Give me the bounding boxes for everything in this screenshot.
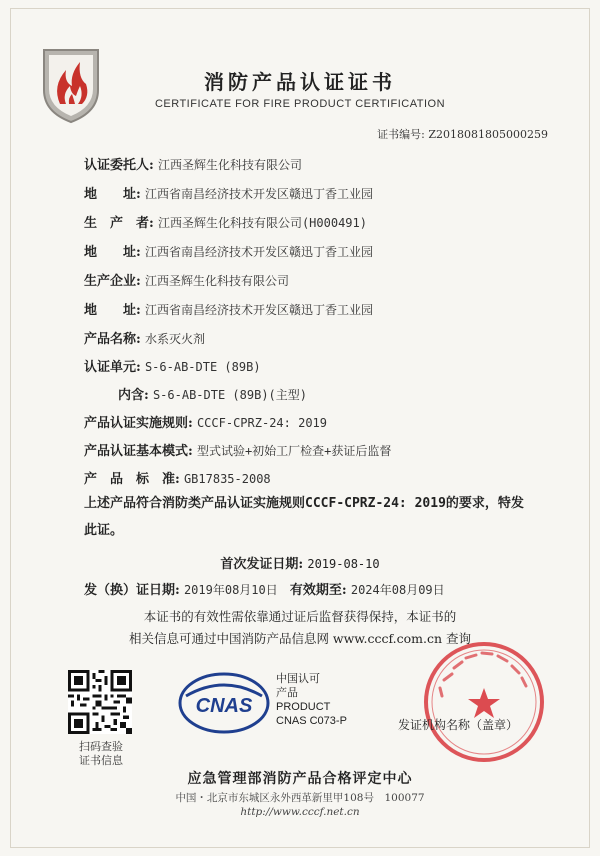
cert-no-label: 证书编号: — [377, 128, 425, 141]
issue-date-value: 2019年08月10日 — [183, 583, 278, 597]
manufacturer-label: 生 产 者: — [84, 216, 154, 231]
valid-until-value: 2024年08月09日 — [350, 583, 445, 597]
statement-part1: 上述产品符合消防类产品认证实施规则 — [84, 496, 306, 511]
statement-part2: 的要求，特发此证。 — [84, 496, 524, 538]
address3-label: 地 址: — [84, 303, 141, 318]
qr-label-line1: 扫码查验 — [79, 740, 123, 753]
unit-row — [84, 356, 261, 375]
first-issue-value: 2019-08-10 — [307, 557, 380, 571]
manufacturer-row — [84, 212, 367, 231]
standard-row — [84, 468, 271, 487]
factory-label: 生产企业: — [84, 274, 141, 289]
address2-label: 地 址: — [84, 245, 141, 260]
first-issue-label: 首次发证日期: — [220, 557, 304, 572]
product-value: 水系灭火剂 — [144, 332, 205, 346]
manufacturer-value: 江西圣辉生化科技有限公司(H000491) — [157, 216, 367, 230]
valid-until-label: 有效期至: — [289, 583, 347, 598]
cnas-logo — [178, 672, 270, 734]
unit-label: 认证单元: — [84, 360, 141, 375]
first-issue-date — [0, 553, 600, 572]
factory-row — [84, 270, 289, 289]
issuer-label: 发证机构名称（盖章） — [398, 718, 519, 732]
applicant-label: 认证委托人: — [84, 158, 154, 173]
cnas-accreditation-text — [276, 672, 347, 728]
qr-label — [60, 740, 142, 768]
certificate-title: 消防产品认证证书 — [204, 70, 396, 94]
qr-label-line2: 证书信息 — [79, 754, 123, 767]
contains-row — [118, 384, 307, 403]
mode-value: 型式试验+初始工厂检查+获证后监督 — [196, 444, 392, 458]
standard-value: GB17835-2008 — [183, 472, 271, 486]
address3-row — [84, 299, 373, 318]
qr-code — [68, 670, 132, 734]
address2-value: 江西省南昌经济技术开发区赣迅丁香工业园 — [144, 245, 373, 259]
compliance-statement — [84, 490, 524, 544]
rules-label: 产品认证实施规则: — [84, 416, 193, 431]
statement-rule-code: CCCF-CPRZ-24: 2019 — [305, 496, 446, 511]
cnas-line3: PRODUCT — [276, 701, 331, 713]
contains-label: 内含: — [118, 388, 149, 403]
organization-website: http://www.cccf.net.cn — [240, 806, 360, 818]
address1-row — [84, 183, 373, 202]
mode-label: 产品认证基本模式: — [84, 444, 193, 459]
cnas-line4: CNAS C073-P — [276, 715, 347, 727]
address1-label: 地 址: — [84, 187, 141, 202]
rules-row — [84, 412, 327, 431]
cnas-line2: 产品 — [276, 687, 298, 699]
address1-value: 江西省南昌经济技术开发区赣迅丁香工业园 — [144, 187, 373, 201]
factory-value: 江西圣辉生化科技有限公司 — [144, 274, 289, 288]
mode-row — [84, 440, 391, 459]
issuing-organization: 应急管理部消防产品合格评定中心 — [187, 771, 413, 787]
contains-value: S-6-AB-DTE (89B)(主型) — [152, 388, 307, 402]
certificate-number — [377, 126, 548, 142]
applicant-row — [84, 154, 302, 173]
official-seal — [422, 640, 546, 764]
certificate-subtitle: CERTIFICATE FOR FIRE PRODUCT CERTIFICATION — [154, 98, 446, 110]
product-label: 产品名称: — [84, 332, 141, 347]
standard-label: 产 品 标 准: — [84, 472, 180, 487]
notice-line2: 相关信息可通过中国消防产品信息网 www.cccf.com.cn 查询 — [128, 631, 472, 646]
issue-date-label: 发（换）证日期: — [84, 583, 180, 598]
organization-address: 中国・北京市东城区永外西革新里甲108号 100077 — [175, 792, 425, 804]
unit-value: S-6-AB-DTE (89B) — [144, 360, 261, 374]
seal-star-icon — [468, 688, 500, 718]
applicant-value: 江西圣辉生化科技有限公司 — [157, 158, 302, 172]
cert-no-value: Z2018081805000259 — [428, 128, 548, 141]
cnas-logo-text: CNAS — [195, 695, 253, 717]
cnas-line1: 中国认可 — [276, 673, 320, 685]
product-row — [84, 328, 205, 347]
rules-value: CCCF-CPRZ-24: 2019 — [196, 416, 327, 430]
address3-value: 江西省南昌经济技术开发区赣迅丁香工业园 — [144, 303, 373, 317]
notice-line1: 本证书的有效性需依靠通过证后监督获得保持，本证书的 — [143, 609, 457, 624]
validity-row — [84, 579, 445, 598]
address2-row — [84, 241, 373, 260]
